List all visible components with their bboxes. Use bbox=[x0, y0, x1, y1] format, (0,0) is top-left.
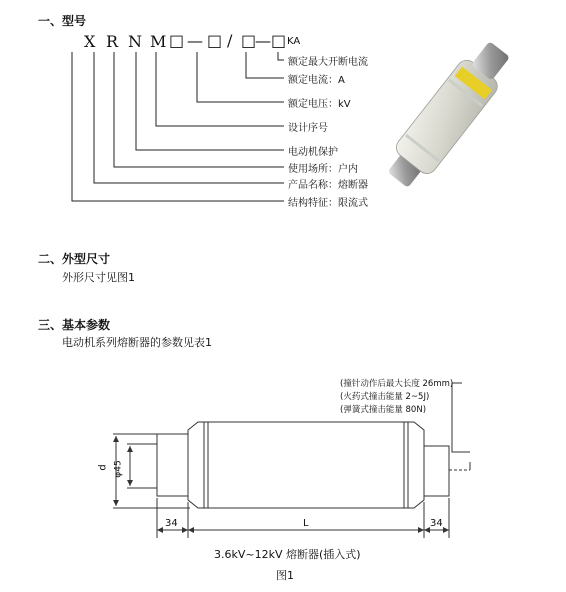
label-breaking-current: 额定最大开断电流 bbox=[288, 57, 368, 68]
fuse-dimension-drawing bbox=[0, 370, 566, 550]
model-box-voltage: □ bbox=[207, 31, 223, 50]
leader-motor-protection bbox=[136, 52, 284, 150]
dim-phi-label: φ45 bbox=[113, 460, 124, 478]
label-structure: 结构特征：限流式 bbox=[288, 198, 368, 209]
leader-product-name bbox=[94, 52, 284, 183]
label-motor-protection: 电动机保护 bbox=[288, 147, 338, 158]
dim-right-label: 34 bbox=[430, 518, 443, 529]
dim-d-label: d bbox=[97, 464, 109, 471]
leader-rated-voltage bbox=[197, 52, 284, 102]
dim-length-label: L bbox=[303, 518, 309, 529]
section-dimensions-text: 外形尺寸见图1 bbox=[62, 271, 135, 284]
dim-left-label: 34 bbox=[165, 518, 178, 529]
label-usage-place: 使用场所：户内 bbox=[288, 164, 358, 175]
model-dash-2: — bbox=[255, 31, 271, 50]
note-striker-length: (撞针动作后最大长度 26mm) bbox=[340, 379, 454, 389]
leader-breaking-current bbox=[278, 52, 284, 60]
model-unit-ka: KA bbox=[287, 36, 301, 47]
leader-design-number bbox=[156, 52, 284, 126]
label-product-name: 产品名称：熔断器 bbox=[288, 180, 368, 191]
drawing-body bbox=[188, 422, 424, 508]
dim-striker-bracket bbox=[452, 383, 470, 452]
model-letter-m: M bbox=[150, 32, 167, 51]
model-box-design: □ bbox=[169, 31, 185, 50]
label-design-number: 设计序号 bbox=[288, 123, 328, 134]
model-dash-1: — bbox=[187, 31, 203, 50]
section-dimensions-heading: 二、外型尺寸 bbox=[38, 252, 111, 266]
note-spring-energy: (弹簧式撞击能量 80N) bbox=[340, 405, 427, 415]
note-powder-energy: (火药式撞击能量 2~5J) bbox=[340, 392, 430, 402]
label-rated-current: 额定电流：A bbox=[288, 75, 345, 86]
figure-caption: 3.6kV~12kV 熔断器(插入式) bbox=[214, 548, 361, 561]
model-letter-x: X bbox=[84, 32, 96, 51]
model-slash: / bbox=[227, 31, 233, 50]
model-box-current: □ bbox=[241, 31, 257, 50]
section-params-heading: 三、基本参数 bbox=[38, 318, 111, 332]
model-letter-r: R bbox=[106, 32, 119, 51]
model-box-breaking: □ bbox=[271, 31, 287, 50]
section-params-text: 电动机系列熔断器的参数见表1 bbox=[62, 336, 212, 349]
label-rated-voltage: 额定电压：kV bbox=[288, 99, 351, 110]
model-letter-n: N bbox=[128, 32, 142, 51]
drawing-cap-right bbox=[424, 446, 449, 496]
drawing-cap-left bbox=[157, 434, 188, 496]
figure-label: 图1 bbox=[276, 569, 294, 582]
fuse-product-photo bbox=[368, 24, 538, 194]
section-model-heading: 一、型号 bbox=[38, 14, 87, 28]
